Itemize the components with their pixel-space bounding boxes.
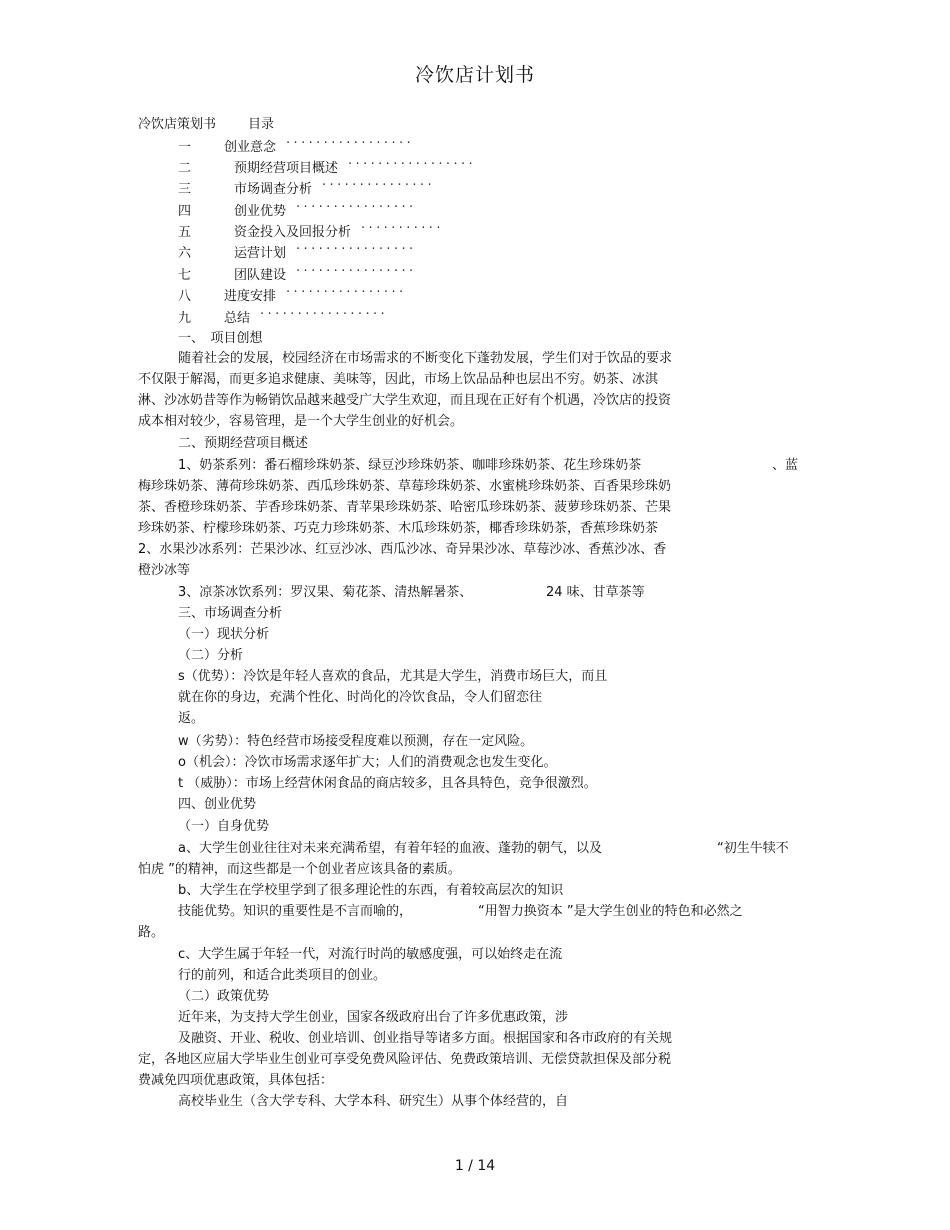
paragraph-line: 3、凉茶冰饮系列：罗汉果、菊花茶、清热解暑茶、 bbox=[178, 585, 473, 600]
toc-item-label: 创业意念 bbox=[224, 140, 277, 155]
toc-leader-dots: ··········· bbox=[361, 221, 444, 236]
paragraph-line: 返。 bbox=[178, 711, 205, 726]
paragraph-line: 24 味、甘草茶等 bbox=[546, 585, 645, 600]
toc-item-label: 市场调查分析 bbox=[234, 182, 313, 197]
paragraph-line: 技能优势。知识的重要性是不言而喻的， bbox=[178, 904, 413, 919]
toc-leader-dots: ················· bbox=[286, 136, 415, 151]
paragraph-line: a、大学生创业往往对未来充满希望，有着年轻的血液、蓬勃的朝气，以及 bbox=[178, 841, 602, 856]
paragraph-line: 2、水果沙冰系列：芒果沙冰、红豆沙冰、西瓜沙冰、奇异果沙冰、草莓沙冰、香蕉沙冰、香 bbox=[138, 542, 667, 557]
toc-item-number: 八 bbox=[178, 289, 192, 304]
toc-item-number: 三 bbox=[178, 182, 192, 197]
toc-item-number: 九 bbox=[178, 311, 192, 326]
paragraph-line: 茶、香橙珍珠奶茶、芋香珍珠奶茶、青苹果珍珠奶茶、哈密瓜珍珠奶茶、菠萝珍珠奶茶、芒果 bbox=[138, 500, 672, 515]
section-heading: 二、预期经营项目概述 bbox=[178, 436, 309, 451]
paragraph-line: 行的前列，和适合此类项目的创业。 bbox=[178, 968, 387, 983]
paragraph-line: 随着社会的发展，校园经济在市场需求的不断变化下蓬勃发展，学生们对于饮品的要求 bbox=[178, 351, 673, 366]
toc-leader-dots: ················ bbox=[296, 242, 417, 257]
paragraph-line: 梅珍珠奶茶、薄荷珍珠奶茶、西瓜珍珠奶茶、草莓珍珠奶茶、水蜜桃珍珠奶茶、百香果珍珠奶 bbox=[138, 479, 672, 494]
paragraph-line: 珍珠奶茶、柠檬珍珠奶茶、巧克力珍珠奶茶、木瓜珍珠奶茶，椰香珍珠奶茶，香蕉珍珠奶茶 bbox=[138, 521, 659, 536]
toc-heading: 冷饮店策划书 bbox=[138, 117, 217, 132]
paragraph-line: 橙沙冰等 bbox=[138, 563, 191, 578]
toc-item-label: 预期经营项目概述 bbox=[234, 161, 339, 176]
paragraph-line: 、蓝 bbox=[772, 458, 799, 473]
toc-leader-dots: ················· bbox=[348, 157, 477, 172]
toc-item-label: 资金投入及回报分析 bbox=[234, 225, 352, 240]
paragraph-line: s（优势）：冷饮是年轻人喜欢的食品，尤其是大学生，消费市场巨大，而且 bbox=[178, 669, 608, 684]
paragraph-line: 及融资、开业、税收、创业培训、创业指导等诸多方面。根据国家和各市政府的有关规 bbox=[178, 1031, 673, 1046]
toc-item-label: 创业优势 bbox=[234, 204, 287, 219]
subsection-heading: （二）政策优势 bbox=[178, 989, 270, 1004]
paragraph-line: 路。 bbox=[138, 925, 165, 940]
toc-item-label: 总结 bbox=[224, 311, 251, 326]
subsection-heading: （二）分析 bbox=[178, 648, 244, 663]
toc-item-label: 进度安排 bbox=[224, 289, 277, 304]
paragraph-line: b、大学生在学校里学到了很多理论性的东西，有着较高层次的知识 bbox=[178, 883, 564, 898]
paragraph-line: 定，各地区应届大学毕业生创业可享受免费风险评估、免费政策培训、无偿贷款担保及部分税 bbox=[138, 1052, 672, 1067]
section-heading: 三、市场调查分析 bbox=[178, 606, 283, 621]
paragraph-line: 近年来，为支持大学生创业，国家各级政府出台了许多优惠政策，涉 bbox=[178, 1010, 569, 1025]
page-number: 1 / 14 bbox=[454, 1158, 496, 1174]
toc-item-number: 二 bbox=[178, 161, 192, 176]
toc-leader-dots: ················ bbox=[296, 264, 417, 279]
paragraph-line: 成本相对较少，容易管理，是一个大学生创业的好机会。 bbox=[138, 414, 464, 429]
subsection-heading: （一）自身优势 bbox=[178, 819, 270, 834]
paragraph-line: 怕虎 ”的精神，而这些都是一个创业者应该具备的素质。 bbox=[138, 862, 461, 877]
toc-leader-dots: ················ bbox=[286, 285, 407, 300]
toc-leader-dots: ··············· bbox=[322, 178, 435, 193]
paragraph-line: 不仅限于解渴，而更多追求健康、美味等，因此，市场上饮品品种也层出不穷。奶茶、冰淇 bbox=[138, 372, 659, 387]
paragraph-line: 高校毕业生（含大学专科、大学本科、研究生）从事个体经营的，自 bbox=[178, 1094, 569, 1109]
paragraph-line: w（劣势）：特色经营市场接受程度难以预测，存在一定风险。 bbox=[178, 734, 534, 749]
paragraph-line: c、大学生属于年轻一代，对流行时尚的敏感度强，可以始终走在流 bbox=[178, 947, 563, 962]
toc-leader-dots: ················ bbox=[296, 200, 417, 215]
section-heading: 四、创业优势 bbox=[178, 797, 257, 812]
paragraph-line: 费减免四项优惠政策，具体包括： bbox=[138, 1073, 334, 1088]
paragraph-line: 1、奶茶系列：番石榴珍珠奶茶、绿豆沙珍珠奶茶、咖啡珍珠奶茶、花生珍珠奶茶 bbox=[178, 458, 642, 473]
toc-item-number: 一 bbox=[178, 140, 192, 155]
toc-leader-dots: ················· bbox=[260, 307, 389, 322]
toc-item-label: 团队建设 bbox=[234, 268, 287, 283]
paragraph-line: t （威胁）：市场上经营休闲食品的商店较多，且各具特色，竞争很激烈。 bbox=[178, 776, 597, 791]
paragraph-line: 就在你的身边，充满个性化、时尚化的冷饮食品，令人们留恋往 bbox=[178, 690, 543, 705]
section-heading: 一、 项目创想 bbox=[178, 331, 263, 346]
paragraph-line: “用智力换资本 ”是大学生创业的特色和必然之 bbox=[478, 904, 743, 919]
toc-item-number: 五 bbox=[178, 225, 192, 240]
toc-item-number: 七 bbox=[178, 268, 192, 283]
paragraph-line: o（机会）：冷饮市场需求逐年扩大；人们的消费观念也发生变化。 bbox=[178, 755, 557, 770]
subsection-heading: （一）现状分析 bbox=[178, 627, 270, 642]
toc-item-number: 六 bbox=[178, 246, 192, 261]
paragraph-line: “初生牛犊不 bbox=[717, 841, 789, 856]
toc-item-label: 运营计划 bbox=[234, 246, 287, 261]
paragraph-line: 淋、沙冰奶昔等作为畅销饮品越来越受广大学生欢迎，而且现在正好有个机遇，冷饮店的投资 bbox=[138, 393, 672, 408]
document-title: 冷饮店计划书 bbox=[414, 64, 535, 86]
toc-heading-label: 目录 bbox=[248, 117, 275, 132]
toc-item-number: 四 bbox=[178, 204, 192, 219]
